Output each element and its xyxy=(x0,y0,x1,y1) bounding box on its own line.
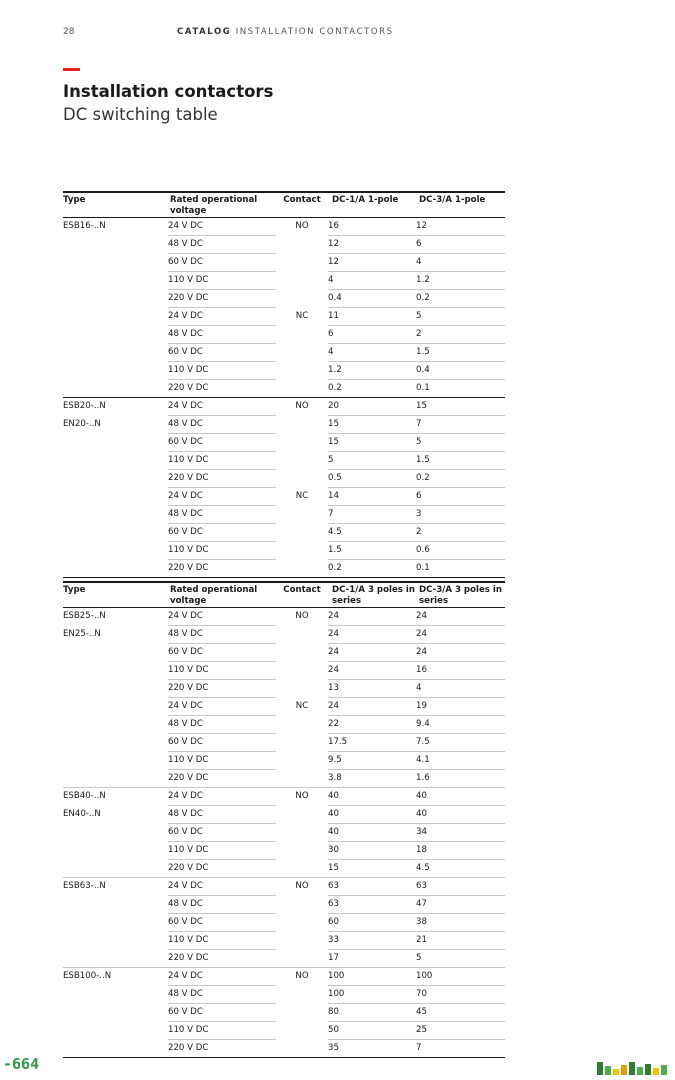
cell-voltage: 48 V DC xyxy=(168,326,276,344)
dc-switching-table-3poles xyxy=(63,581,505,1058)
cell-voltage: 60 V DC xyxy=(168,644,276,662)
cell-type: EN40-..N xyxy=(63,809,101,819)
cell-type xyxy=(63,752,168,770)
cell-dc1: 24 xyxy=(328,662,416,680)
cell-voltage: 48 V DC xyxy=(168,626,276,644)
cell-dc1: 16 xyxy=(328,218,416,236)
cell-type: ESB16-..N xyxy=(63,221,106,232)
cell-type xyxy=(63,914,168,932)
cell-dc3: 7 xyxy=(416,1040,505,1058)
cell-dc1: 100 xyxy=(328,986,416,1004)
cell-voltage: 110 V DC xyxy=(168,1022,276,1040)
table-row xyxy=(63,1004,505,1022)
cell-type xyxy=(63,506,168,524)
cell-voltage: 60 V DC xyxy=(168,734,276,752)
table-row xyxy=(63,560,505,578)
cell-dc1: 12 xyxy=(328,236,416,254)
table-header-row xyxy=(63,582,505,608)
cell-contact xyxy=(276,236,328,254)
cell-voltage: 110 V DC xyxy=(168,362,276,380)
col-header-voltage: Rated operational voltage xyxy=(168,192,276,218)
table-row xyxy=(63,254,505,272)
table-row xyxy=(63,524,505,542)
cell-dc3: 0.1 xyxy=(416,560,505,578)
running-header-catalog: CATALOG xyxy=(177,27,232,37)
cell-dc1: 1.2 xyxy=(328,362,416,380)
table-row xyxy=(63,788,505,806)
cell-voltage: 48 V DC xyxy=(168,416,276,434)
cell-contact: NO xyxy=(295,881,309,892)
cell-type xyxy=(63,698,168,716)
cell-dc3: 5 xyxy=(416,434,505,452)
table-row xyxy=(63,434,505,452)
cell-dc1: 40 xyxy=(328,788,416,806)
cell-voltage: 60 V DC xyxy=(168,524,276,542)
cell-dc1: 60 xyxy=(328,914,416,932)
cell-dc1: 4 xyxy=(328,272,416,290)
cell-dc3: 63 xyxy=(416,878,505,896)
cell-type xyxy=(63,542,168,560)
cell-dc3: 4 xyxy=(416,680,505,698)
cell-type xyxy=(63,842,168,860)
cell-type: ESB20-..N xyxy=(63,401,106,412)
table-row xyxy=(63,860,505,878)
page-subtitle: DC switching table xyxy=(63,105,218,124)
cell-dc3: 21 xyxy=(416,932,505,950)
table-row xyxy=(63,506,505,524)
cell-voltage: 110 V DC xyxy=(168,452,276,470)
cell-dc1: 15 xyxy=(328,860,416,878)
cell-dc3: 40 xyxy=(416,788,505,806)
cell-contact xyxy=(276,914,328,932)
cell-dc3: 4.5 xyxy=(416,860,505,878)
cell-dc3: 1.2 xyxy=(416,272,505,290)
cell-contact: NO xyxy=(295,971,309,982)
cell-voltage: 60 V DC xyxy=(168,254,276,272)
cell-voltage: 60 V DC xyxy=(168,1004,276,1022)
cell-contact xyxy=(276,272,328,290)
cell-voltage: 110 V DC xyxy=(168,662,276,680)
cell-type xyxy=(63,362,168,380)
cell-dc3: 25 xyxy=(416,1022,505,1040)
cell-dc3: 6 xyxy=(416,488,505,506)
cell-contact: NC xyxy=(295,701,309,711)
cell-dc3: 4.1 xyxy=(416,752,505,770)
table-row xyxy=(63,236,505,254)
cell-dc3: 7.5 xyxy=(416,734,505,752)
cell-type: EN25-..N xyxy=(63,629,101,639)
table-row xyxy=(63,398,505,416)
table-row xyxy=(63,734,505,752)
cell-type xyxy=(63,734,168,752)
cell-dc1: 33 xyxy=(328,932,416,950)
cell-contact xyxy=(276,662,328,680)
col-header-contact: Contact xyxy=(276,192,328,218)
cell-dc3: 9.4 xyxy=(416,716,505,734)
cell-contact xyxy=(276,860,328,878)
table-row xyxy=(63,308,505,326)
table-row xyxy=(63,752,505,770)
cell-dc3: 0.1 xyxy=(416,380,505,398)
cell-type xyxy=(63,932,168,950)
cell-contact xyxy=(276,290,328,308)
table-row xyxy=(63,770,505,788)
cell-dc1: 12 xyxy=(328,254,416,272)
cell-contact xyxy=(276,470,328,488)
cell-contact xyxy=(276,434,328,452)
cell-voltage: 220 V DC xyxy=(168,290,276,308)
cell-dc1: 0.5 xyxy=(328,470,416,488)
cell-dc3: 47 xyxy=(416,896,505,914)
cell-voltage: 24 V DC xyxy=(168,488,276,506)
cell-type xyxy=(63,950,168,968)
cell-dc3: 1.5 xyxy=(416,344,505,362)
cell-type xyxy=(63,1004,168,1022)
cell-type xyxy=(63,896,168,914)
cell-dc1: 80 xyxy=(328,1004,416,1022)
cell-dc1: 24 xyxy=(328,644,416,662)
cell-type xyxy=(63,716,168,734)
cell-voltage: 60 V DC xyxy=(168,914,276,932)
cell-dc1: 15 xyxy=(328,434,416,452)
cell-dc1: 4 xyxy=(328,344,416,362)
cell-voltage: 220 V DC xyxy=(168,1040,276,1058)
table-row xyxy=(63,470,505,488)
table-row xyxy=(63,716,505,734)
table-row xyxy=(63,488,505,506)
cell-type xyxy=(63,1022,168,1040)
cell-type xyxy=(63,662,168,680)
cell-dc1: 22 xyxy=(328,716,416,734)
cell-dc3: 2 xyxy=(416,524,505,542)
cell-dc3: 24 xyxy=(416,608,505,626)
cell-voltage: 24 V DC xyxy=(168,788,276,806)
cell-type xyxy=(63,770,168,788)
table-row xyxy=(63,542,505,560)
cell-contact xyxy=(276,626,328,644)
cell-type xyxy=(63,326,168,344)
table-row xyxy=(63,698,505,716)
cell-type xyxy=(63,680,168,698)
cell-dc3: 5 xyxy=(416,950,505,968)
cell-contact xyxy=(276,932,328,950)
cell-voltage: 24 V DC xyxy=(168,218,276,236)
cell-type xyxy=(63,644,168,662)
table-row xyxy=(63,626,505,644)
table-row xyxy=(63,344,505,362)
dc-switching-table-1pole xyxy=(63,191,505,578)
cell-voltage: 220 V DC xyxy=(168,380,276,398)
cell-contact xyxy=(276,416,328,434)
cell-voltage: 60 V DC xyxy=(168,434,276,452)
cell-voltage: 60 V DC xyxy=(168,344,276,362)
cell-voltage: 48 V DC xyxy=(168,236,276,254)
cell-contact xyxy=(276,734,328,752)
cell-type xyxy=(63,272,168,290)
col-header-voltage: Rated operational voltage xyxy=(168,582,276,608)
cell-voltage: 220 V DC xyxy=(168,950,276,968)
cell-dc1: 17.5 xyxy=(328,734,416,752)
cell-dc1: 63 xyxy=(328,878,416,896)
cell-dc1: 0.4 xyxy=(328,290,416,308)
cell-contact xyxy=(276,1022,328,1040)
cell-voltage: 220 V DC xyxy=(168,560,276,578)
cell-contact: NC xyxy=(295,311,309,321)
cell-voltage: 24 V DC xyxy=(168,698,276,716)
col-header-dc3: DC-3/A 3 poles in series xyxy=(416,582,505,608)
table-row xyxy=(63,416,505,434)
cell-type xyxy=(63,254,168,272)
cell-contact xyxy=(276,986,328,1004)
cell-voltage: 24 V DC xyxy=(168,308,276,326)
cell-type xyxy=(63,380,168,398)
cell-type xyxy=(63,488,168,506)
cell-contact xyxy=(276,560,328,578)
cell-dc3: 70 xyxy=(416,986,505,1004)
cell-contact xyxy=(276,644,328,662)
cell-dc1: 100 xyxy=(328,968,416,986)
table-row xyxy=(63,896,505,914)
cell-voltage: 110 V DC xyxy=(168,752,276,770)
cell-dc1: 13 xyxy=(328,680,416,698)
page-number: 28 xyxy=(63,27,75,37)
cell-contact xyxy=(276,950,328,968)
cell-contact xyxy=(276,1004,328,1022)
cell-dc1: 17 xyxy=(328,950,416,968)
cell-dc3: 2 xyxy=(416,326,505,344)
cell-contact xyxy=(276,452,328,470)
cell-dc1: 11 xyxy=(328,308,416,326)
cell-voltage: 48 V DC xyxy=(168,716,276,734)
table-row xyxy=(63,362,505,380)
footer-logo: -664 xyxy=(3,1055,40,1073)
table-row xyxy=(63,452,505,470)
cell-voltage: 24 V DC xyxy=(168,398,276,416)
cell-type: ESB40-..N xyxy=(63,791,106,802)
table-row xyxy=(63,662,505,680)
cell-dc3: 34 xyxy=(416,824,505,842)
cell-voltage: 24 V DC xyxy=(168,968,276,986)
cell-type xyxy=(63,344,168,362)
cell-type xyxy=(63,524,168,542)
cell-dc3: 6 xyxy=(416,236,505,254)
cell-dc1: 20 xyxy=(328,398,416,416)
cell-dc3: 18 xyxy=(416,842,505,860)
cell-voltage: 220 V DC xyxy=(168,470,276,488)
cell-contact xyxy=(276,380,328,398)
cell-voltage: 110 V DC xyxy=(168,272,276,290)
cell-dc3: 4 xyxy=(416,254,505,272)
cell-voltage: 220 V DC xyxy=(168,860,276,878)
col-header-contact: Contact xyxy=(276,582,328,608)
cell-contact: NO xyxy=(295,221,309,232)
cell-voltage: 48 V DC xyxy=(168,806,276,824)
col-header-type: Type xyxy=(63,582,168,608)
cell-contact xyxy=(276,1040,328,1058)
cell-dc3: 0.2 xyxy=(416,290,505,308)
cell-dc1: 0.2 xyxy=(328,380,416,398)
col-header-dc3: DC-3/A 1-pole xyxy=(416,192,505,218)
cell-type: ESB100-..N xyxy=(63,971,112,982)
cell-dc3: 7 xyxy=(416,416,505,434)
cell-contact xyxy=(276,716,328,734)
cell-type: EN20-..N xyxy=(63,419,101,429)
cell-contact xyxy=(276,770,328,788)
cell-voltage: 24 V DC xyxy=(168,878,276,896)
cell-dc1: 40 xyxy=(328,824,416,842)
cell-contact: NO xyxy=(295,791,309,802)
table-row xyxy=(63,914,505,932)
cell-contact xyxy=(276,542,328,560)
cell-dc3: 24 xyxy=(416,644,505,662)
cell-dc3: 5 xyxy=(416,308,505,326)
table-row xyxy=(63,644,505,662)
cell-dc3: 3 xyxy=(416,506,505,524)
cell-dc1: 63 xyxy=(328,896,416,914)
cell-contact xyxy=(276,506,328,524)
table-row xyxy=(63,272,505,290)
cell-dc1: 24 xyxy=(328,626,416,644)
cell-voltage: 110 V DC xyxy=(168,842,276,860)
table-row xyxy=(63,290,505,308)
cell-dc1: 7 xyxy=(328,506,416,524)
cell-dc1: 15 xyxy=(328,416,416,434)
cell-type xyxy=(63,308,168,326)
table-row xyxy=(63,380,505,398)
cell-dc3: 16 xyxy=(416,662,505,680)
cell-dc1: 6 xyxy=(328,326,416,344)
cell-contact xyxy=(276,842,328,860)
cell-dc1: 9.5 xyxy=(328,752,416,770)
cell-dc3: 40 xyxy=(416,806,505,824)
cell-contact xyxy=(276,824,328,842)
cell-contact xyxy=(276,680,328,698)
table-row xyxy=(63,1040,505,1058)
col-header-type: Type xyxy=(63,192,168,218)
cell-dc1: 1.5 xyxy=(328,542,416,560)
table-row xyxy=(63,806,505,824)
cell-dc1: 30 xyxy=(328,842,416,860)
table-row xyxy=(63,968,505,986)
table-row xyxy=(63,608,505,626)
cell-dc3: 0.6 xyxy=(416,542,505,560)
cell-dc3: 100 xyxy=(416,968,505,986)
cell-dc3: 19 xyxy=(416,698,505,716)
page-title: Installation contactors xyxy=(63,82,274,101)
cell-type: ESB63-..N xyxy=(63,881,106,892)
cell-dc1: 5 xyxy=(328,452,416,470)
cell-contact: NO xyxy=(295,611,309,622)
cell-type xyxy=(63,290,168,308)
cell-dc3: 45 xyxy=(416,1004,505,1022)
table-row xyxy=(63,824,505,842)
cell-dc1: 40 xyxy=(328,806,416,824)
table-row xyxy=(63,932,505,950)
cell-dc1: 0.2 xyxy=(328,560,416,578)
running-header-section: INSTALLATION CONTACTORS xyxy=(235,27,394,37)
table-row xyxy=(63,680,505,698)
cell-contact xyxy=(276,326,328,344)
cell-type xyxy=(63,452,168,470)
cell-contact xyxy=(276,344,328,362)
cell-dc3: 0.4 xyxy=(416,362,505,380)
table-row xyxy=(63,842,505,860)
cell-type: ESB25-..N xyxy=(63,611,106,622)
table-row xyxy=(63,218,505,236)
table-row xyxy=(63,1022,505,1040)
cell-contact xyxy=(276,524,328,542)
cell-contact: NO xyxy=(295,401,309,412)
col-header-dc1: DC-1/A 3 poles in series xyxy=(328,582,416,608)
cell-contact xyxy=(276,254,328,272)
cell-type xyxy=(63,434,168,452)
table-row xyxy=(63,986,505,1004)
cell-voltage: 110 V DC xyxy=(168,542,276,560)
cell-type xyxy=(63,470,168,488)
table-header-row xyxy=(63,192,505,218)
cell-dc3: 1.5 xyxy=(416,452,505,470)
cell-dc3: 12 xyxy=(416,218,505,236)
cell-type xyxy=(63,824,168,842)
cell-dc1: 50 xyxy=(328,1022,416,1040)
cell-dc3: 0.2 xyxy=(416,470,505,488)
cell-contact xyxy=(276,362,328,380)
cell-dc1: 14 xyxy=(328,488,416,506)
cell-dc3: 24 xyxy=(416,626,505,644)
cell-dc1: 24 xyxy=(328,608,416,626)
col-header-dc1: DC-1/A 1-pole xyxy=(328,192,416,218)
cell-voltage: 220 V DC xyxy=(168,680,276,698)
cell-type xyxy=(63,236,168,254)
table-row xyxy=(63,878,505,896)
cell-dc3: 1.6 xyxy=(416,770,505,788)
cell-contact xyxy=(276,896,328,914)
cell-contact xyxy=(276,806,328,824)
cell-voltage: 48 V DC xyxy=(168,506,276,524)
cell-dc3: 38 xyxy=(416,914,505,932)
table-row xyxy=(63,950,505,968)
cell-voltage: 220 V DC xyxy=(168,770,276,788)
cell-dc1: 4.5 xyxy=(328,524,416,542)
cell-type xyxy=(63,860,168,878)
cell-dc1: 35 xyxy=(328,1040,416,1058)
cell-contact xyxy=(276,752,328,770)
cell-type xyxy=(63,1040,168,1058)
cell-type xyxy=(63,560,168,578)
cell-voltage: 48 V DC xyxy=(168,986,276,1004)
cell-dc1: 3.8 xyxy=(328,770,416,788)
accent-bar xyxy=(63,68,80,71)
table-row xyxy=(63,326,505,344)
cell-voltage: 110 V DC xyxy=(168,932,276,950)
cell-voltage: 48 V DC xyxy=(168,896,276,914)
running-header xyxy=(177,27,394,37)
cell-type xyxy=(63,986,168,1004)
cell-voltage: 60 V DC xyxy=(168,824,276,842)
cell-dc1: 24 xyxy=(328,698,416,716)
cell-voltage: 24 V DC xyxy=(168,608,276,626)
cell-contact: NC xyxy=(295,491,309,501)
cell-dc3: 15 xyxy=(416,398,505,416)
